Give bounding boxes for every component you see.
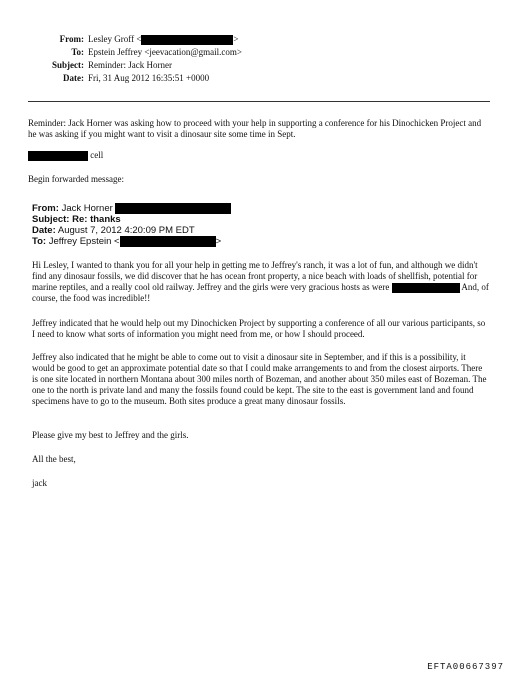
fwd-to-value: Jeffrey Epstein < bbox=[48, 236, 120, 248]
fwd-to-label: To: bbox=[32, 236, 47, 248]
body-p1-b: And, of course, the food was incredible!! bbox=[32, 282, 489, 303]
fwd-to-row bbox=[32, 236, 221, 247]
header-to-label: To: bbox=[71, 47, 84, 57]
begin-forwarded: Begin forwarded message: bbox=[28, 174, 124, 184]
redaction-box bbox=[120, 236, 216, 247]
header-divider bbox=[28, 101, 490, 102]
cell-row bbox=[28, 150, 490, 161]
fwd-from-value: Jack Horner bbox=[61, 203, 113, 215]
body-p1-a: Hi Lesley, I wanted to thank you for all your help in getting me to Jeffrey's ranch, it was a lot of fun, and although we didn't find any dinosaur fossils, we did discover that he has ocean front property, a nice beach with loads of shellfish, potential for marine reptiles, and a really cool old railway. Jeffrey and the girls were very gracious hosts as were bbox=[32, 260, 478, 292]
header-date-label: Date: bbox=[63, 73, 84, 83]
header-date-row bbox=[0, 73, 209, 84]
bates-number: EFTA00667397 bbox=[427, 662, 504, 672]
fwd-to-close: > bbox=[215, 236, 222, 248]
body-paragraph-4: Please give my best to Jeffrey and the girls. bbox=[32, 430, 189, 440]
redaction-box bbox=[141, 35, 233, 45]
fwd-date-label: Date: bbox=[32, 225, 56, 236]
header-from-row bbox=[0, 34, 238, 45]
header-from-close: > bbox=[233, 34, 239, 44]
header-subject-value: Reminder: Jack Horner bbox=[88, 60, 172, 70]
fwd-subject-value: Re: thanks bbox=[72, 214, 121, 225]
body-paragraph-2: Jeffrey indicated that he would help out my Dinochicken Project by supporting a conference of all our various participants, so I need to know what sorts of information you might need from me, or how I should proceed. bbox=[32, 318, 486, 339]
fwd-from-label: From: bbox=[32, 203, 59, 215]
fwd-subject-row bbox=[32, 214, 121, 225]
fwd-subject-label: Subject: bbox=[32, 214, 70, 225]
header-subject-row bbox=[0, 60, 172, 71]
fwd-from-row bbox=[32, 203, 231, 214]
reminder-text: Reminder: Jack Horner was asking how to proceed with your help in supporting a conference for his Dinochicken Project and he was asking if you might want to visit a dinosaur site some time in Sept. bbox=[28, 118, 482, 139]
redaction-box bbox=[115, 203, 231, 214]
body-paragraph-1 bbox=[32, 260, 490, 304]
cell-label: cell bbox=[90, 150, 104, 160]
body-signature: jack bbox=[32, 478, 47, 488]
fwd-date-value: August 7, 2012 4:20:09 PM EDT bbox=[57, 225, 195, 236]
header-subject-label: Subject: bbox=[52, 60, 84, 70]
header-to-row bbox=[0, 47, 242, 58]
header-date-value: Fri, 31 Aug 2012 16:35:51 +0000 bbox=[88, 73, 210, 83]
redaction-box bbox=[28, 151, 88, 161]
body-closing: All the best, bbox=[32, 454, 76, 464]
header-to-value: Epstein Jeffrey <jeevacation@gmail.com> bbox=[88, 47, 242, 57]
redaction-box bbox=[392, 283, 460, 293]
fwd-date-row bbox=[32, 225, 195, 236]
header-from-label: From: bbox=[59, 34, 84, 44]
header-from-value: Lesley Groff < bbox=[88, 34, 142, 44]
body-paragraph-3: Jeffrey also indicated that he might be able to come out to visit a dinosaur site in September, and if this is a possibility, it would be good to get an approximate potential date so that I could make arrangements to and from the closest airports. There is one site located in northern Montana about 300 miles north of Bozeman, and another about 350 miles east of Bozeman. The one to the north is private land and many the fossils found could be kept. The site to the east is government land and found specimens have to go to the museum. Both sites produce a great many dinosaur fossils. bbox=[32, 352, 487, 406]
